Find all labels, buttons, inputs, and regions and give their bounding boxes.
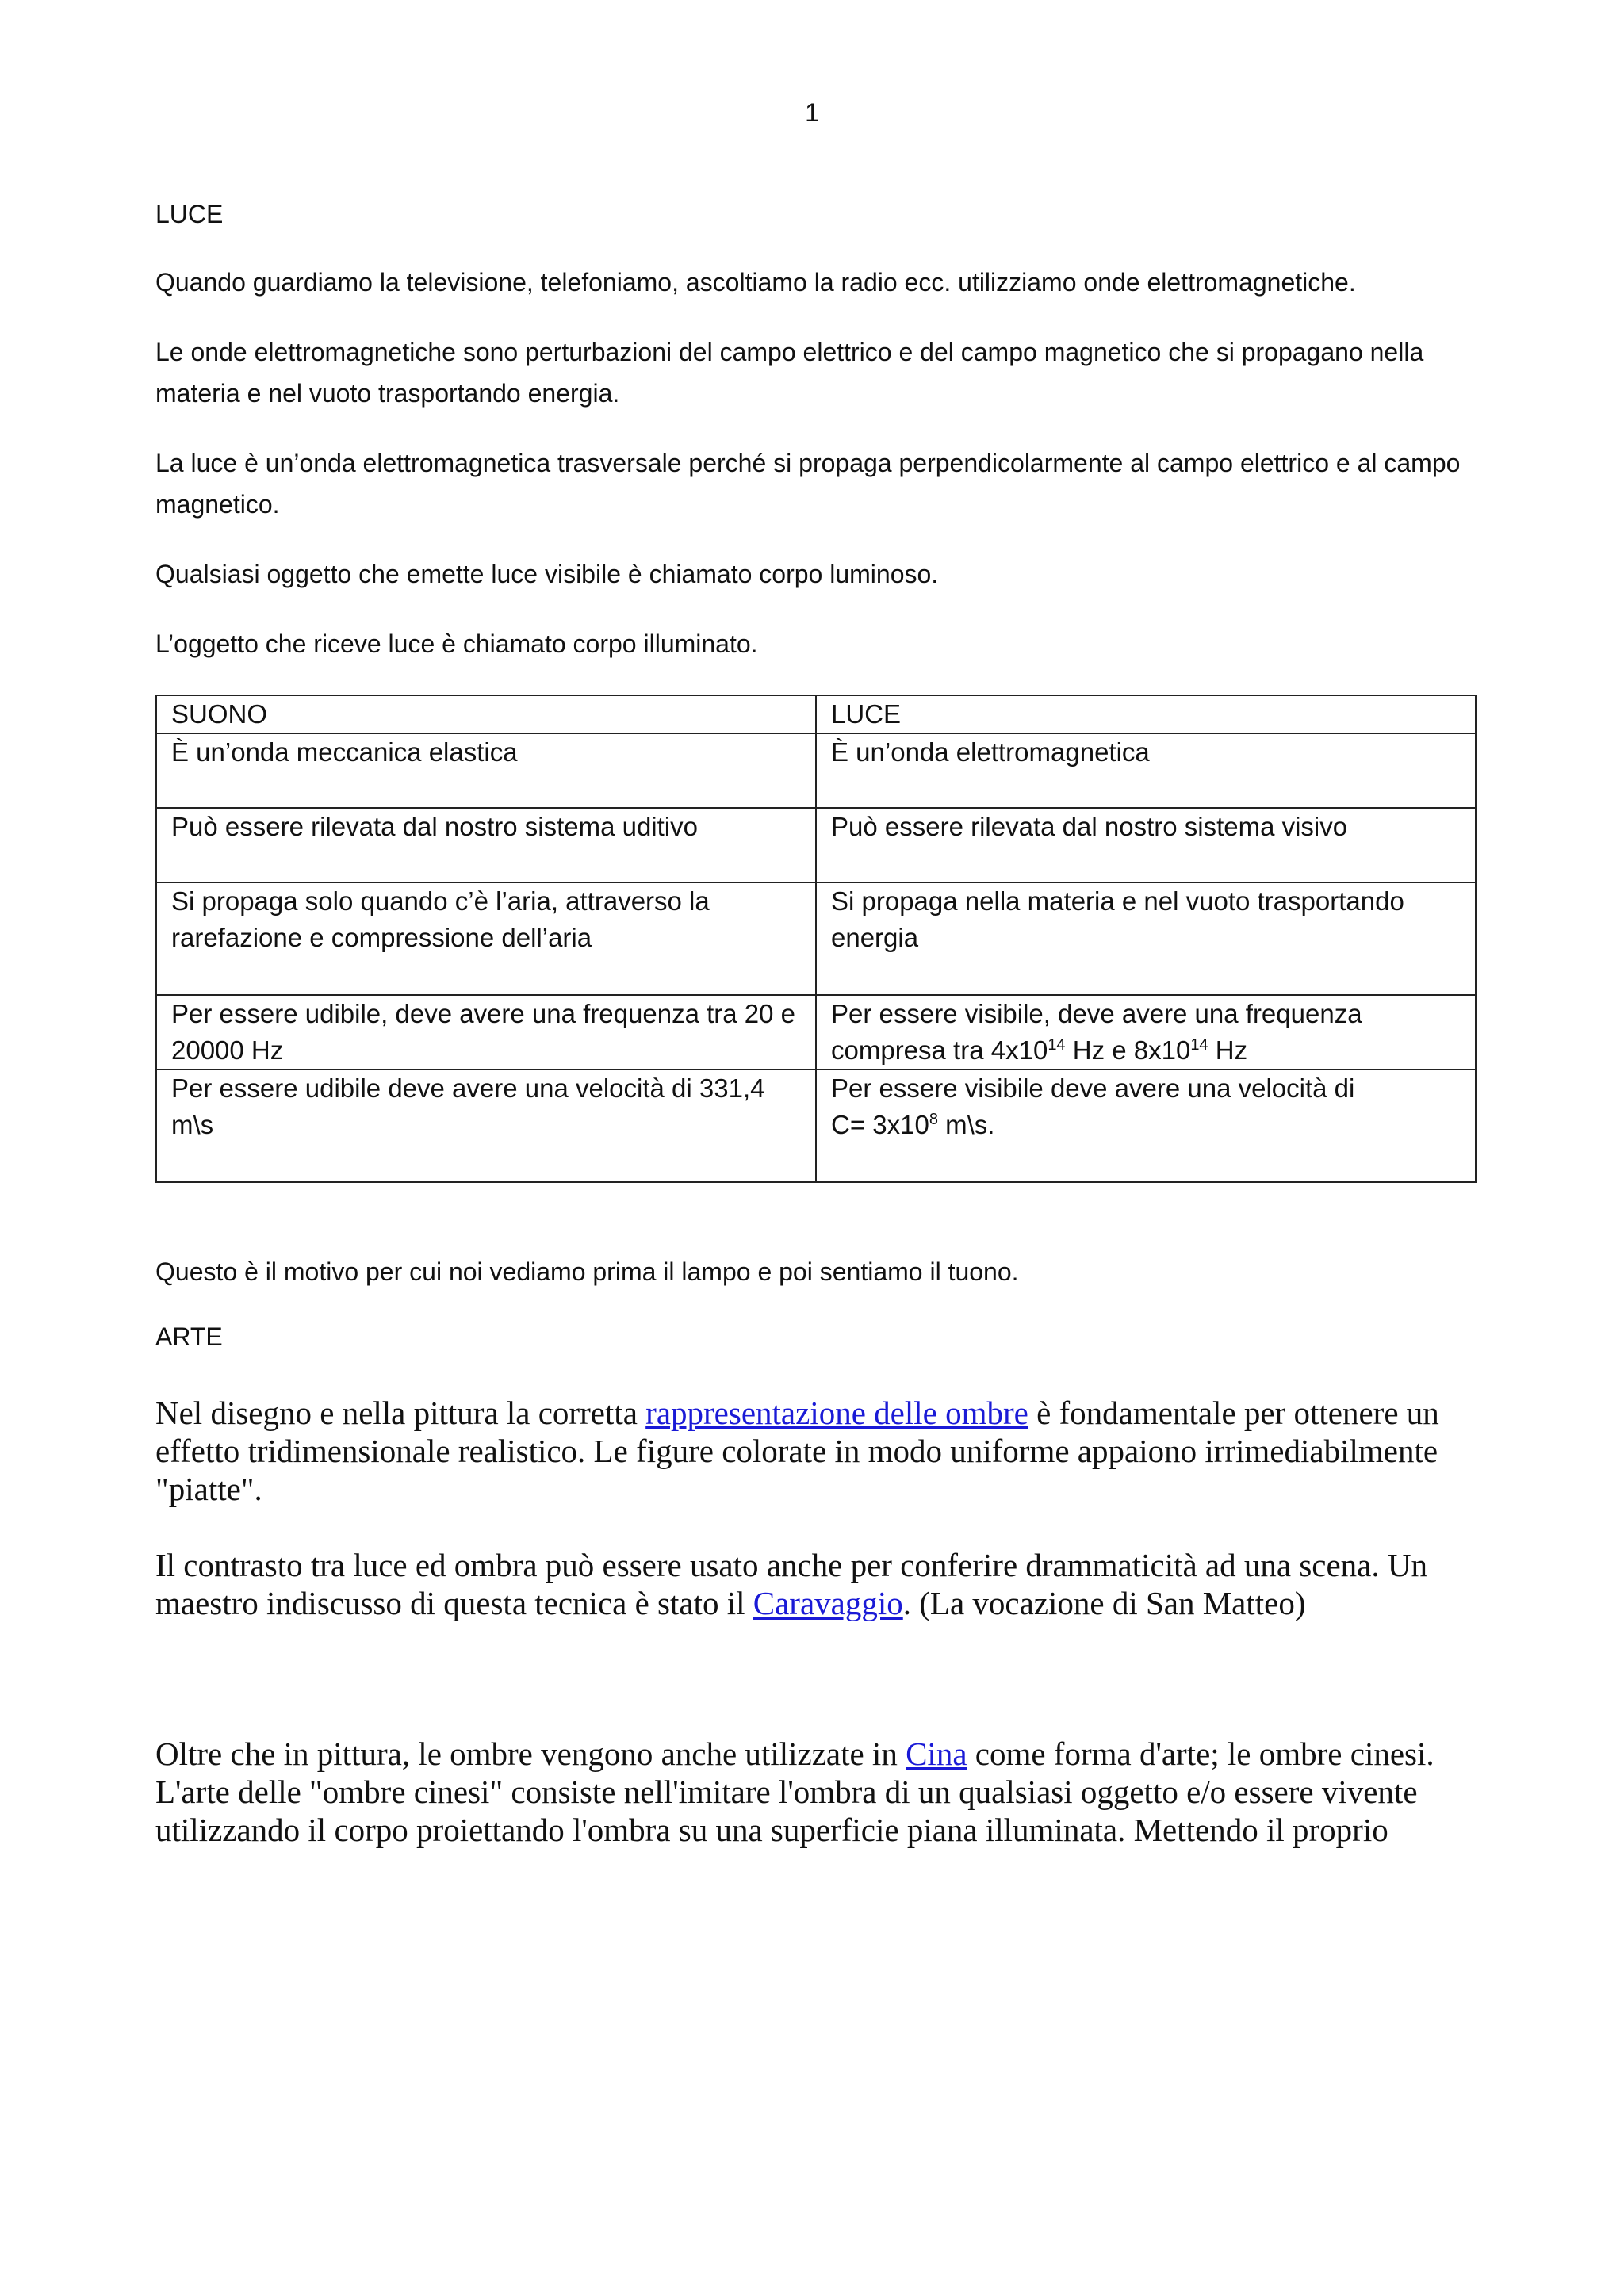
arte-text: . (La vocazione di San Matteo) — [902, 1585, 1306, 1621]
table-row — [156, 808, 1476, 882]
table-cell: Si propaga nella materia e nel vuoto trasportando energia — [816, 882, 1476, 995]
arte-text: Nel disegno e nella pittura la corretta — [155, 1395, 646, 1431]
link-cina[interactable]: Cina — [906, 1735, 967, 1772]
link-rappresentazione-ombre[interactable]: rappresentazione delle ombre — [645, 1395, 1028, 1431]
table-row — [156, 882, 1476, 995]
speed-text-3: m\s. — [937, 1110, 995, 1139]
table-header-luce: LUCE — [816, 695, 1476, 733]
table-cell: Si propaga solo quando c’è l’aria, attraverso la rarefazione e compressione dell’aria — [156, 882, 816, 995]
arte-text: Il contrasto tra luce ed ombra può essere usato anche per conferire drammaticità ad una scena. Un maestro indiscusso di questa tecnica è stato il — [155, 1547, 1427, 1621]
speed-text-2: C= 3x10 — [831, 1110, 929, 1139]
page-number: 1 — [805, 98, 819, 127]
comparison-table — [155, 695, 1477, 1183]
table-cell: È un’onda meccanica elastica — [156, 733, 816, 808]
arte-text: come forma d'arte; le ombre cinesi. L'arte delle "ombre cinesi" consiste nell'imitare l'ombra di un qualsiasi oggetto e/o essere vivente utilizzando il corpo proiettando l'ombra su una superficie piana illuminata. Mettendo il proprio — [155, 1735, 1434, 1848]
paragraph-arte-ombre-cinesi — [155, 1735, 1480, 1849]
speed-text-1: Per essere visibile deve avere una velocità di — [831, 1073, 1355, 1103]
paragraph-arte-ombre — [155, 1394, 1480, 1508]
table-cell: Può essere rilevata dal nostro sistema uditivo — [156, 808, 816, 882]
paragraph-arte-contrasto — [155, 1546, 1480, 1622]
paragraph-luce-trasversale: La luce è un’onda elettromagnetica trasversale perché si propaga perpendicolarmente al campo elettrico e al campo magnetico. — [155, 449, 1461, 519]
paragraph-corpo-illuminato: L’oggetto che riceve luce è chiamato corpo illuminato. — [155, 629, 758, 658]
table-cell-frequenza-luce — [816, 995, 1476, 1070]
freq-text-2: Hz e 8x10 — [1065, 1035, 1191, 1065]
table-cell: È un’onda elettromagnetica — [816, 733, 1476, 808]
heading-luce: LUCE — [155, 200, 224, 228]
table-row-frequenza — [156, 995, 1476, 1070]
freq-text-1: Per essere visibile, deve avere una frequenza compresa tra 4x10 — [831, 999, 1362, 1065]
heading-arte: ARTE — [155, 1322, 223, 1351]
table-row-velocita — [156, 1070, 1476, 1182]
table-row — [156, 733, 1476, 808]
arte-text: è fondamentale per ottenere un effetto tridimensionale realistico. Le figure colorate in modo uniforme appaiono irrimediabilmente "piatte". — [155, 1395, 1439, 1507]
arte-text: Oltre che in pittura, le ombre vengono anche utilizzate in — [155, 1735, 906, 1772]
freq-exponent-1: 14 — [1048, 1036, 1066, 1054]
table-cell-velocita-suono: Per essere udibile deve avere una velocità di 331,4 m\s — [156, 1070, 816, 1182]
table-cell-velocita-luce — [816, 1070, 1476, 1182]
paragraph-corpo-luminoso: Qualsiasi oggetto che emette luce visibile è chiamato corpo luminoso. — [155, 560, 939, 588]
paragraph-onde-definizione: Le onde elettromagnetiche sono perturbazioni del campo elettrico e del campo magnetico che si propagano nella materia e nel vuoto trasportando energia. — [155, 338, 1424, 408]
table-header-row — [156, 695, 1476, 733]
freq-exponent-2: 14 — [1190, 1036, 1208, 1054]
table-cell-frequenza-suono: Per essere udibile, deve avere una frequenza tra 20 e 20000 Hz — [156, 995, 816, 1070]
paragraph-onde-uso: Quando guardiamo la televisione, telefoniamo, ascoltiamo la radio ecc. utilizziamo onde elettromagnetiche. — [155, 268, 1356, 297]
link-caravaggio[interactable]: Caravaggio — [753, 1585, 903, 1621]
table-cell: Può essere rilevata dal nostro sistema visivo — [816, 808, 1476, 882]
speed-exponent: 8 — [929, 1111, 938, 1128]
freq-text-3: Hz — [1208, 1035, 1248, 1065]
paragraph-conclusione: Questo è il motivo per cui noi vediamo prima il lampo e poi sentiamo il tuono. — [155, 1257, 1019, 1286]
table-header-suono: SUONO — [156, 695, 816, 733]
